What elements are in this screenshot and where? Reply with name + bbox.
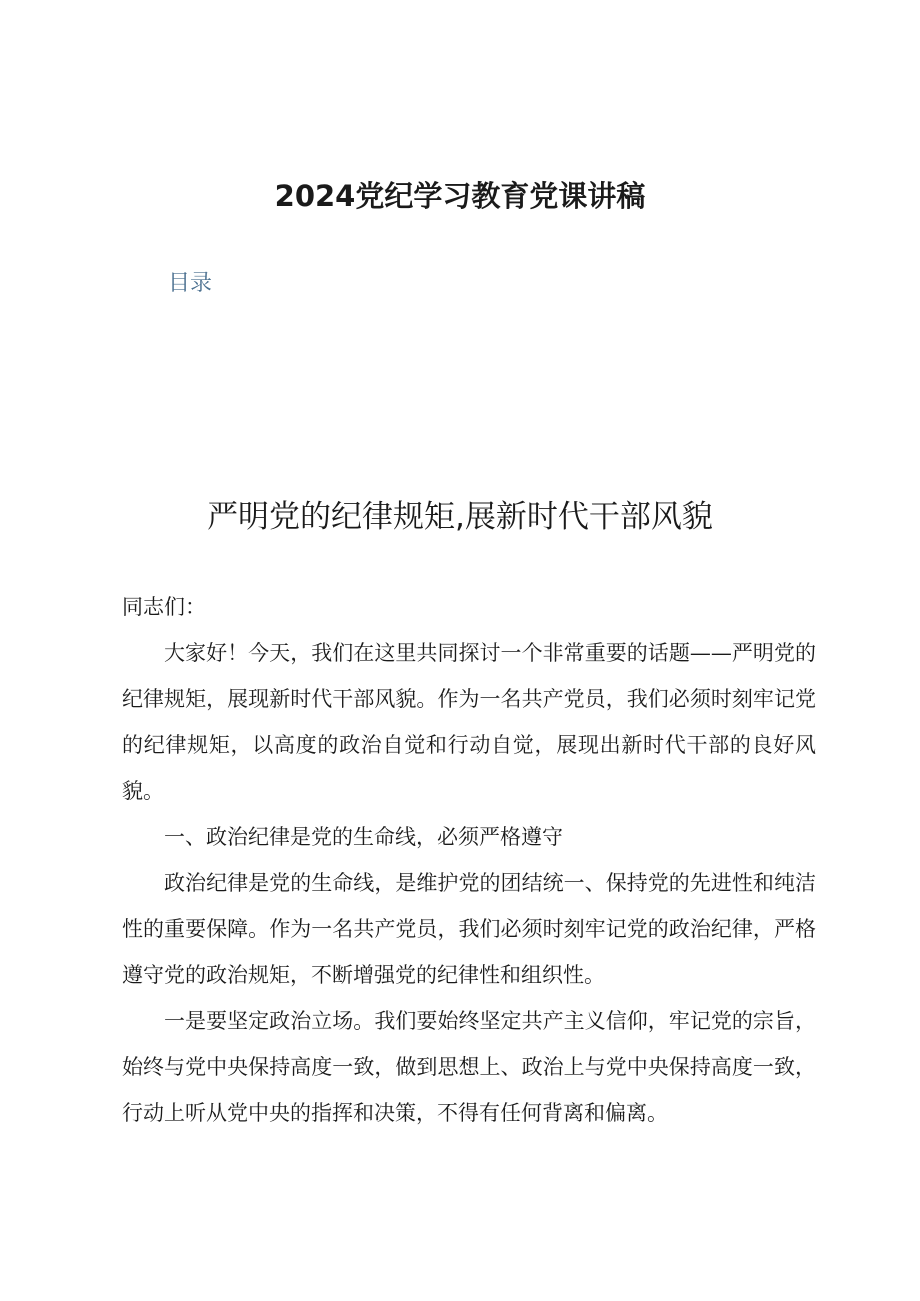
paragraph-political-stance: 一是要坚定政治立场。我们要始终坚定共产主义信仰，牢记党的宗旨，始终与党中央保持高度一致，做到思想上、政治上与党中央保持高度一致，行动上听从党中央的指挥和决策，不得有任何背离和偏离。 xyxy=(122,1009,816,1125)
paragraph-intro: 大家好！今天，我们在这里共同探讨一个非常重要的话题——严明党的纪律规矩，展现新时代干部风貌。作为一名共产党员，我们必须时刻牢记党的纪律规矩，以高度的政治自觉和行动自觉，展现出新时代干部的良好风貌。 xyxy=(122,641,816,803)
paragraph-political-discipline: 政治纪律是党的生命线，是维护党的团结统一、保持党的先进性和纯洁性的重要保障。作为一名共产党员，我们必须时刻牢记党的政治纪律，严格遵守党的政治规矩，不断增强党的纪律性和组织性。 xyxy=(122,871,816,987)
speech-title: 严明党的纪律规矩,展新时代干部风貌 xyxy=(207,499,713,535)
document-body xyxy=(122,584,816,1136)
section-heading-1: 一、政治纪律是党的生命线，必须严格遵守 xyxy=(164,825,563,849)
salutation: 同志们： xyxy=(122,595,206,619)
document-title: 2024党纪学习教育党课讲稿 xyxy=(274,179,646,213)
toc-link[interactable]: 目录 xyxy=(168,271,213,296)
